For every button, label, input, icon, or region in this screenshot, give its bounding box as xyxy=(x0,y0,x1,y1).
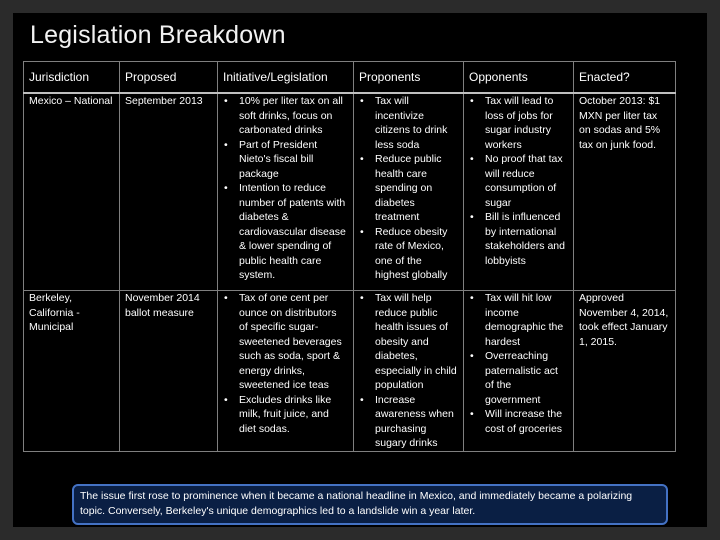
list-item: • Tax will hit low income demographic the hardest xyxy=(469,291,568,349)
initiative-cell xyxy=(218,291,354,452)
table-row xyxy=(24,291,676,452)
header-jurisdiction: Jurisdiction xyxy=(24,62,120,94)
list-item: • Intention to reduce number of patents with diabetes & cardiovascular disease & lower spending of public health care system. xyxy=(223,181,348,283)
initiative-list xyxy=(223,94,348,283)
list-item: • Increase awareness when purchasing sugary drinks xyxy=(359,393,458,451)
enacted-cell: Approved November 4, 2014, took effect January 1, 2015. xyxy=(574,291,676,452)
opponents-list xyxy=(469,291,568,436)
proponents-list xyxy=(359,94,458,283)
list-item: • Reduce public health care spending on diabetes treatment xyxy=(359,152,458,225)
opponents-cell xyxy=(464,291,574,452)
summary-callout: The issue first rose to prominence when it became a national headline in Mexico, and immediately became a polarizing topic. Conversely, Berkeley's unique demographics led to a landslide win a year later. xyxy=(72,484,668,525)
list-item: • Overreaching paternalistic act of the government xyxy=(469,349,568,407)
jurisdiction-cell: Berkeley, California - Municipal xyxy=(24,291,120,452)
list-item: • No proof that tax will reduce consumption of sugar xyxy=(469,152,568,210)
list-item: • Bill is influenced by international stakeholders and lobbyists xyxy=(469,210,568,268)
proponents-list xyxy=(359,291,458,451)
enacted-cell: October 2013: $1 MXN per liter tax on sodas and 5% tax on junk food. xyxy=(574,93,676,291)
proponents-cell xyxy=(354,93,464,291)
list-item: • Excludes drinks like milk, fruit juice, and diet sodas. xyxy=(223,393,348,437)
header-proposed: Proposed xyxy=(120,62,218,94)
opponents-cell xyxy=(464,93,574,291)
list-item: • Tax will lead to loss of jobs for sugar industry workers xyxy=(469,94,568,152)
header-opponents: Opponents xyxy=(464,62,574,94)
proposed-cell: November 2014 ballot measure xyxy=(120,291,218,452)
header-initiative: Initiative/Legislation xyxy=(218,62,354,94)
proponents-cell xyxy=(354,291,464,452)
slide-title: Legislation Breakdown xyxy=(30,21,286,49)
table-header-row xyxy=(24,62,676,94)
initiative-list xyxy=(223,291,348,436)
legislation-table xyxy=(23,61,676,452)
header-proponents: Proponents xyxy=(354,62,464,94)
list-item: • Reduce obesity rate of Mexico, one of the highest globally xyxy=(359,225,458,283)
jurisdiction-cell: Mexico – National xyxy=(24,93,120,291)
list-item: • Tax will help reduce public health issues of obesity and diabetes, especially in child population xyxy=(359,291,458,393)
list-item: • Tax will incentivize citizens to drink less soda xyxy=(359,94,458,152)
list-item: • Tax of one cent per ounce on distributors of specific sugar-sweetened beverages such as soda, sport & energy drinks, sweetened ice teas xyxy=(223,291,348,393)
list-item: • Part of President Nieto's fiscal bill package xyxy=(223,138,348,182)
list-item: • 10% per liter tax on all soft drinks, focus on carbonated drinks xyxy=(223,94,348,138)
initiative-cell xyxy=(218,93,354,291)
list-item: • Will increase the cost of groceries xyxy=(469,407,568,436)
table-row xyxy=(24,93,676,291)
opponents-list xyxy=(469,94,568,268)
proposed-cell: September 2013 xyxy=(120,93,218,291)
header-enacted: Enacted? xyxy=(574,62,676,94)
